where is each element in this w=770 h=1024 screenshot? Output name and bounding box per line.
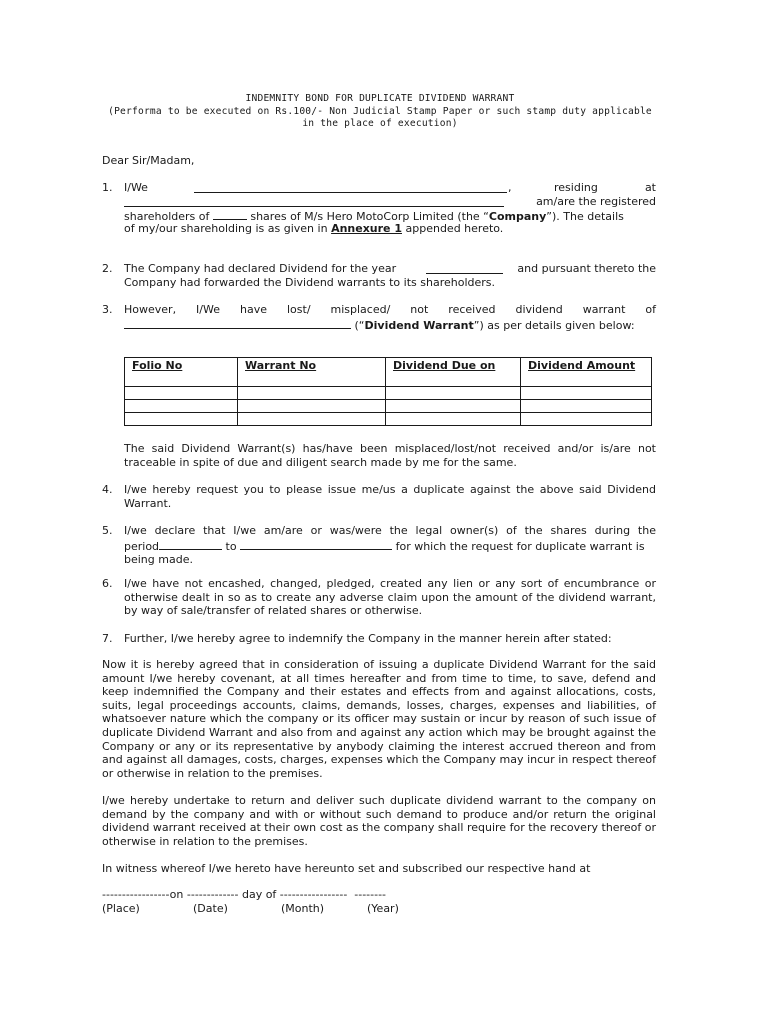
table-cell[interactable] [521,413,652,426]
item-2-pursuant-text: and pursuant thereto the [517,262,656,275]
item-1-shareholding-text: of my/our shareholding is as given in [124,221,332,235]
table-header-row [125,358,652,387]
table-cell[interactable] [238,387,386,400]
item-1-details-text: ”). The details [546,210,624,224]
year-blank[interactable] [426,262,503,274]
item-1-shareholders-text: shareholders of [124,210,210,224]
table-cell[interactable] [238,400,386,413]
table-cell[interactable] [125,387,238,400]
header-dividend-amount [521,358,652,387]
table-row [125,413,652,426]
table-cell[interactable] [386,400,521,413]
period-from-blank[interactable] [159,538,222,550]
date-label: (Date) [193,902,228,915]
dividend-warrant-term: Dividend Warrant [364,318,474,332]
item-1-comma: , [508,181,512,194]
item-6-text: I/we have not encashed, changed, pledged, created any lien or any sort of encumbrance or otherwise dealt in so as to create any adverse claim upon the amount of the dividend warrant, by way of sale/transfer of related shares or otherwise. [124,577,656,618]
item-3-open-quote: (“ [351,318,365,332]
table-cell[interactable] [125,413,238,426]
header-warrant-no-text: Warrant No [245,359,317,372]
shares-count-blank[interactable] [213,208,247,220]
item-1-number: 1. [102,181,113,194]
item-5-number: 5. [102,524,113,537]
item-1-lead: I/We [124,181,148,194]
item-7-number: 7. [102,632,113,645]
table-cell[interactable] [386,387,521,400]
header-warrant-no [238,358,386,387]
header-dividend-due-on-text: Dividend Due on [393,359,496,372]
covenant-paragraph: Now it is hereby agreed that in consideration of issuing a duplicate Dividend Warrant for the said amount I/we hereby covenant, at all times hereafter and from time to time, to save, defend and keep indemnified the Company and their estates and effects from and against allocations, costs, suits, legal proceedings accounts, claims, demands, losses, charges, expenses and liabilities, of whatsoever nature which the company or its officer may sustain or incur by reason of such issue of duplicate Dividend Warrant and also from and against any action which may be brought against the Company or any or its representative by anybody claiming the interest accrued thereon and from and against all damages, costs, charges, expenses which the Company may incur in respect thereof or otherwise in relation to the premises. [102,658,656,780]
item-5-being-made-text: being made. [124,553,193,567]
item-2 [124,262,656,289]
item-1-amare: am/are the registered [536,194,656,208]
item-6-number: 6. [102,577,113,590]
item-5-request-text: for which the request for duplicate warrant is [392,539,645,553]
header-folio-no-text: Folio No [132,359,183,372]
item-3-number: 3. [102,303,113,316]
item-7-text: Further, I/we hereby agree to indemnify the Company in the manner herein after stated: [124,632,612,645]
table-row [125,387,652,400]
warrant-count-blank[interactable] [124,317,351,329]
table-cell[interactable] [125,400,238,413]
document-title: INDEMNITY BOND FOR DUPLICATE DIVIDEND WARRANT [245,93,515,104]
signature-line: -----------------on ------------- day of ----------------- -------- [102,888,387,901]
item-3-details-text: ”) as per details given below: [473,318,635,332]
period-to-blank[interactable] [240,538,392,550]
item-4-text: I/we hereby request you to please issue me/us a duplicate against the above said Dividend Warrant. [124,483,656,510]
document-header [100,93,660,131]
company-term: Company [488,210,547,224]
after-table-statement: The said Dividend Warrant(s) has/have been misplaced/lost/not received and/or is/are not traceable in spite of due and diligent search made by me for the same. [124,442,656,469]
item-3 [124,303,656,332]
witness-paragraph: In witness whereof I/we hereto have hereunto set and subscribed our respective hand at [102,862,591,875]
dividend-warrant-table [124,357,652,426]
table-row [125,400,652,413]
item-2-forwarded-text: Company had forwarded the Dividend warrants to its shareholders. [124,275,496,289]
item-5 [124,524,656,567]
annexure-1-ref: Annexure 1 [331,221,402,235]
table-cell[interactable] [386,413,521,426]
item-2-declared-text: The Company had declared Dividend for the year [124,262,397,275]
item-1-shares-text: shares of M/s Hero MotoCorp Limited (the “ [250,210,489,224]
document-subtitle-line1: (Performa to be executed on Rs.100/- Non Judicial Stamp Paper or such stamp duty applicable [108,105,652,117]
header-dividend-amount-text: Dividend Amount [528,359,636,372]
table-cell[interactable] [521,387,652,400]
place-label: (Place) [102,902,140,915]
month-label: (Month) [281,902,325,915]
item-1-residing: residing [554,181,598,194]
header-dividend-due-on [386,358,521,387]
item-5-declare-text: I/we declare that I/we am/are or was/were the legal owner(s) of the shares during the [124,524,656,537]
undertaking-paragraph: I/we hereby undertake to return and deliver such duplicate dividend warrant to the company on demand by the company and with or without such demand to produce and/or return the original dividend warrant received at their own cost as the company shall require for the recovery thereof or otherwise in relation to the premises. [102,794,656,848]
item-1-at: at [644,181,656,194]
salutation: Dear Sir/Madam, [102,154,195,167]
name-blank[interactable] [194,181,507,193]
address-blank[interactable] [124,195,504,207]
item-2-number: 2. [102,262,113,275]
item-5-period-text: period [124,539,160,553]
item-5-to-text: to [222,539,241,553]
table-cell[interactable] [238,413,386,426]
item-3-lost-text: However, I/We have lost/ misplaced/ not received dividend warrant of [124,303,656,316]
item-1-appended-text: appended hereto. [402,221,504,235]
year-label: (Year) [367,902,399,915]
document-subtitle-line2: in the place of execution) [302,118,458,129]
item-1 [124,181,656,237]
item-4-number: 4. [102,483,113,496]
table-cell[interactable] [521,400,652,413]
header-folio-no [125,358,238,387]
